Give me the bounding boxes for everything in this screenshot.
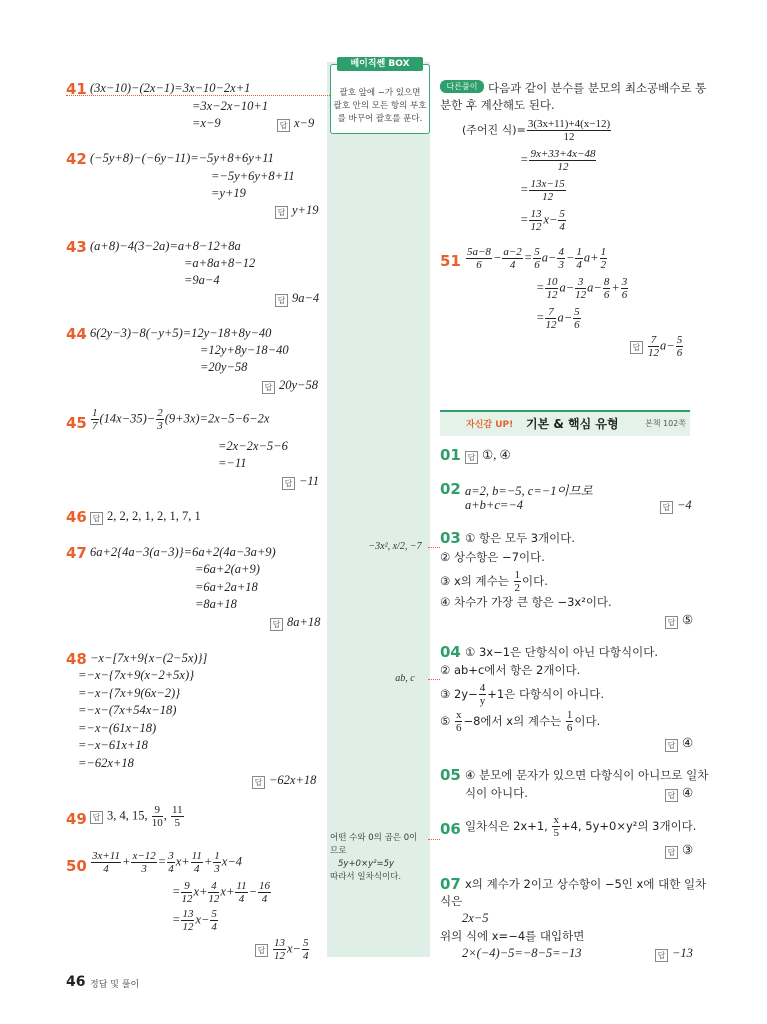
answer: 답 ③ bbox=[665, 842, 693, 859]
solution-line: 일차식은 2x+1, $\frac{x}{5}$ +4, 5y+0×y²의 3개이다. bbox=[465, 814, 697, 839]
answer: 답 ④ bbox=[665, 785, 693, 802]
answer: 답 8a+18 bbox=[270, 615, 320, 631]
solution-line: ② 상수항은 −7이다. bbox=[440, 550, 545, 564]
leader-line bbox=[428, 839, 440, 840]
equation-line: $\frac{3x+11}{4}$ + $\frac{x-12}{3}$ = $\frac{3}{4}$ x+ $\frac{11}{4}$ + $\frac{1}{3}$ x−4 bbox=[92, 850, 243, 875]
equation-line: =6a+2a+18 bbox=[195, 580, 258, 594]
equation-line: =9a−4 bbox=[184, 273, 220, 287]
solution-line: 식은 bbox=[440, 894, 463, 908]
equation-line: =y+19 bbox=[211, 186, 246, 200]
question-number: 04 bbox=[440, 643, 461, 661]
equation-line: =6a+2(a+9) bbox=[195, 562, 260, 576]
equation-line: 6(2y−3)−8(−y+5)=12y−18+8y−40 bbox=[90, 326, 272, 340]
equation-line: (a+8)−4(3−2a)=a+8−12+8a bbox=[90, 239, 241, 253]
basic-box-line: 를 바꾸어 괄호를 푼다. bbox=[337, 114, 423, 124]
equation-line: $\frac{5a-8}{6}$ − $\frac{a-2}{4}$ = $\frac{5}{6}$ a− $\frac{4}{3}$ − $\frac{1}{4}$ a+ $\frac{1}{2}$ bbox=[467, 246, 607, 271]
equation-line: = $\frac{9}{12}$ x+ $\frac{4}{12}$ x+ $\frac{11}{4}$ − $\frac{16}{4}$ bbox=[172, 880, 271, 905]
equation-line: =8a+18 bbox=[195, 597, 237, 611]
side-note-line: 어떤 수와 0의 곱은 0이 bbox=[330, 833, 418, 843]
equation-line: 2x−5 bbox=[462, 911, 489, 925]
problem-number: 44 bbox=[66, 325, 87, 343]
solution-line: ① 항은 모두 3개이다. bbox=[465, 531, 576, 545]
equation-line: =−62x+18 bbox=[78, 756, 134, 770]
problem-number: 42 bbox=[66, 150, 87, 168]
equation-line: = $\frac{10}{12}$ a− $\frac{3}{12}$ a− $\frac{8}{6}$ + $\frac{3}{6}$ bbox=[536, 276, 628, 301]
answer: 답 9a−4 bbox=[275, 291, 319, 307]
page-label: 정답 및 풀이 bbox=[90, 980, 140, 990]
problem-number: 46 bbox=[66, 508, 87, 526]
section-title: 기본 & 핵심 유형 bbox=[526, 417, 619, 431]
answer: 답 ④ bbox=[665, 735, 693, 752]
answer: 답 3, 4, 15, $\frac{9}{10}$ , $\frac{11}{5}$ bbox=[90, 804, 185, 829]
equation-line: a+b+c=−4 bbox=[465, 498, 524, 512]
solution-line: 위의 식에 x=−4를 대입하면 bbox=[440, 929, 585, 943]
question-number: 07 bbox=[440, 875, 461, 893]
equation-line: = $\frac{13}{12}$ x− $\frac{5}{4}$ bbox=[520, 208, 565, 233]
basic-box-line: 괄호 안의 모든 항의 부호 bbox=[333, 101, 427, 111]
problem-number: 48 bbox=[66, 650, 87, 668]
equation-line: =−x−61x+18 bbox=[78, 738, 148, 752]
question-number: 03 bbox=[440, 529, 461, 547]
basic-box bbox=[330, 59, 430, 134]
basic-box-line: 괄호 앞에 −가 있으면 bbox=[339, 88, 421, 98]
solution-line: ④ 분모에 문자가 있으면 다항식이 아니므로 일차 bbox=[465, 768, 709, 782]
equation-line: =−x−(7x+54x−18) bbox=[78, 703, 177, 717]
answer: 답 −13 bbox=[655, 946, 693, 962]
answer: 답 −62x+18 bbox=[252, 773, 316, 789]
equation-line: −x−[7x+9{x−(2−5x)}] bbox=[90, 651, 208, 665]
alt-text: 분한 후 계산해도 된다. bbox=[440, 98, 555, 112]
side-note-line: 따라서 일차식이다. bbox=[330, 872, 402, 882]
solution-line: x의 계수가 2이고 상수항이 −5인 x에 대한 일차 bbox=[465, 877, 707, 891]
solution-line: ⑤ $\frac{x}{6}$ −8에서 x의 계수는 $\frac{1}{6}$ 이다. bbox=[440, 709, 601, 734]
problem-number: 43 bbox=[66, 238, 87, 256]
equation-line: 2×(−4)−5=−8−5=−13 bbox=[462, 946, 582, 960]
equation-line: =−x−{7x+9(x−2+5x)} bbox=[78, 668, 195, 682]
problem-number: 49 bbox=[66, 810, 87, 828]
equation-line: =12y+8y−18−40 bbox=[200, 343, 289, 357]
answer: 답 ⑤ bbox=[665, 612, 693, 629]
section-badge: 자신감 UP! bbox=[466, 420, 514, 430]
equation-line: =−5y+6y+8+11 bbox=[211, 169, 295, 183]
equation-line: a=2, b=−5, c=−1이므로 bbox=[465, 484, 593, 498]
answer: 답 −4 bbox=[660, 498, 692, 514]
answer: 답 20y−58 bbox=[262, 378, 318, 394]
answer: 답 y+19 bbox=[275, 203, 318, 219]
equation-line: =−x−{7x+9(6x−2)} bbox=[78, 686, 181, 700]
equation-line: = $\frac{9x+33+4x-48}{12}$ bbox=[520, 148, 596, 173]
equation-line: (3x−10)−(2x−1)=3x−10−2x+1 bbox=[90, 81, 251, 95]
basic-box-title: 베이직쎈 BOX bbox=[337, 57, 423, 71]
solution-line: ① 3x−1은 단항식이 아닌 다항식이다. bbox=[465, 645, 658, 659]
side-note-line: 5y+0×y²=5y bbox=[338, 859, 395, 869]
equation-line: (주어진 식)= $\frac{3(3x+11)+4(x-12)}{12}$ bbox=[462, 118, 611, 143]
problem-number: 45 bbox=[66, 414, 87, 432]
side-note bbox=[330, 832, 428, 884]
equation-line: = $\frac{7}{12}$ a− $\frac{5}{6}$ bbox=[536, 306, 580, 331]
problem-number: 51 bbox=[440, 252, 461, 270]
sidebar-strip bbox=[327, 62, 430, 957]
equation-line: = $\frac{13x-15}{12}$ bbox=[520, 178, 565, 203]
problem-number: 41 bbox=[66, 80, 87, 98]
page-number: 46 bbox=[66, 974, 86, 990]
equation-line: =2x−2x−5−6 bbox=[218, 439, 288, 453]
equation-line: =−11 bbox=[218, 456, 247, 470]
equation-line: $\frac{1}{7}$ (14x−35)− $\frac{2}{3}$ (9+3x)=2x−5−6−2x bbox=[92, 407, 270, 432]
equation-line: =3x−2x−10+1 bbox=[192, 99, 269, 113]
answer: 답 $\frac{7}{12}$ a− $\frac{5}{6}$ bbox=[630, 334, 684, 359]
solution-line: ③ 2y− $\frac{4}{y}$ +1은 다항식이 아니다. bbox=[440, 682, 605, 707]
equation-line: 6a+2{4a−3(a−3)}=6a+2(4a−3a+9) bbox=[90, 545, 276, 559]
equation-line: =a+8a+8−12 bbox=[184, 256, 256, 270]
equation-line: (−5y+8)−(−6y−11)=−5y+8+6y+11 bbox=[90, 151, 274, 165]
question-number: 02 bbox=[440, 480, 461, 498]
solution-line: ③ x의 계수는 $\frac{1}{2}$ 이다. bbox=[440, 569, 548, 594]
equation-line: =x−9 bbox=[192, 116, 221, 130]
leader-line bbox=[428, 679, 440, 680]
section-header bbox=[440, 410, 690, 436]
answer: 답 2, 2, 2, 1, 2, 1, 7, 1 bbox=[90, 509, 201, 525]
problem-number: 47 bbox=[66, 544, 87, 562]
alt-solution-tag: 다른풀이 bbox=[440, 80, 484, 93]
problem-number: 50 bbox=[66, 857, 87, 875]
equation-line: =20y−58 bbox=[200, 360, 248, 374]
solution-line: ④ 차수가 가장 큰 항은 −3x²이다. bbox=[440, 595, 612, 609]
solution-line: 식이 아니다. bbox=[465, 786, 528, 800]
side-note: ab, c bbox=[395, 673, 415, 684]
equation-line: = $\frac{13}{12}$ x− $\frac{5}{4}$ bbox=[172, 908, 217, 933]
question-number: 01 bbox=[440, 446, 461, 464]
equation-line: =−x−(61x−18) bbox=[78, 721, 157, 735]
side-note: −3x², x/2, −7 bbox=[368, 541, 422, 552]
solution-line: ② ab+c에서 항은 2개이다. bbox=[440, 663, 581, 677]
answer: 답 −11 bbox=[282, 474, 319, 490]
question-number: 06 bbox=[440, 820, 461, 838]
side-note-line: 므로 bbox=[330, 846, 347, 856]
question-number: 05 bbox=[440, 766, 461, 784]
answer: 답 ①, ④ bbox=[465, 447, 511, 464]
alt-text: 다음과 같이 분수를 분모의 최소공배수로 통 bbox=[488, 81, 707, 95]
answer: 답 x−9 bbox=[277, 116, 314, 132]
section-ref: 본책 102쪽 bbox=[645, 419, 686, 428]
leader-line bbox=[428, 547, 440, 548]
answer: 답 $\frac{13}{12}$ x− $\frac{5}{4}$ bbox=[255, 937, 310, 962]
